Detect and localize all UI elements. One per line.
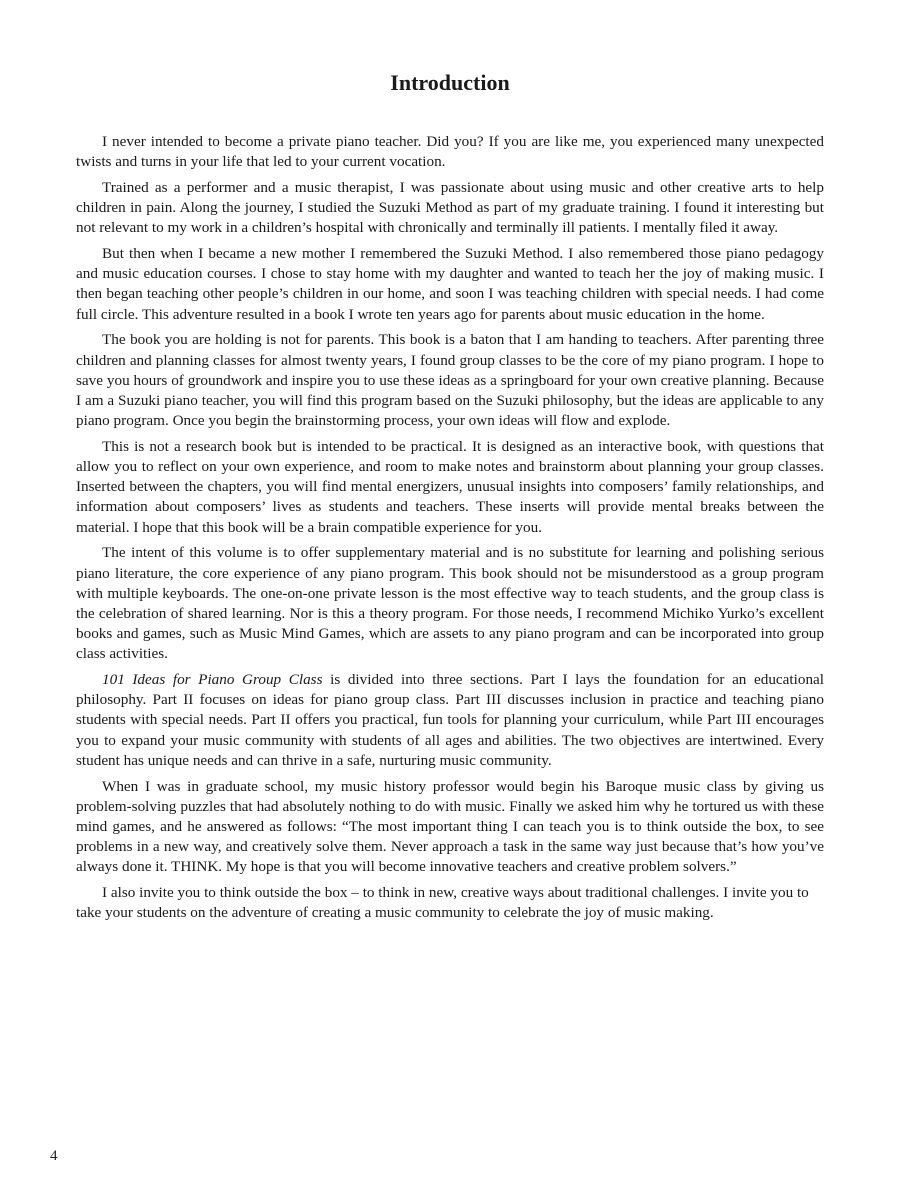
paragraph-5 bbox=[76, 437, 824, 538]
book-title-italic: 101 Ideas for Piano Group Class bbox=[102, 671, 323, 689]
paragraph-6 bbox=[76, 543, 824, 664]
paragraph-text: But then when I became a new mother I remembered the Suzuki Method. I also remembered those piano pedagogy and music education courses. I chose to stay home with my daughter and wanted to teach her the joy of making music. I then began teaching other people’s children in our home, and soon I was teaching children with special needs. I had come full circle. This adventure resulted in a book I wrote ten years ago for parents about music education in the home. bbox=[76, 245, 824, 323]
paragraph-text: This is not a research book but is intended to be practical. It is designed as an interactive book, with questions that allow you to reflect on your own experience, and room to make notes and brainstorm about planning your group classes. Inserted between the chapters, you will find mental energizers, unusual insights into composers’ family relationships, and information about composers’ lives as students and teachers. These inserts will provide mental breaks between the material. I hope that this book will be a brain compatible experience for you. bbox=[76, 437, 824, 536]
paragraph-3 bbox=[76, 244, 824, 325]
page-number: 4 bbox=[50, 1148, 58, 1164]
paragraph-text: When I was in graduate school, my music history professor would begin his Baroque music class by giving us problem-solving puzzles that had absolutely nothing to do with music. Finally we asked him why he tortured us with these mind games, and he answered as follows: “The most important thing I can teach you is to think outside the box, to see problems in a new way, and creatively solve them. Never approach a task in the same way just because that’s how you’ve always done it. THINK. My hope is that you will become innovative teachers and creative problem solvers.” bbox=[76, 777, 824, 876]
body-text bbox=[76, 132, 824, 929]
paragraph-9 bbox=[76, 883, 824, 923]
paragraph-text: is divided into three sections. Part I lays the foundation for an educational philosophy. Part II focuses on ideas for piano group class. Part III discusses inclusion in practice and teaching piano students with special needs. Part II offers you practical, fun tools for planning your curriculum, while Part III encourages you to expand your music community with students of all ages and abilities. The two objectives are intertwined. Every student has unique needs and can thrive in a safe, nurturing music community. bbox=[76, 671, 824, 769]
paragraph-7 bbox=[76, 670, 824, 771]
paragraph-text: I also invite you to think outside the box – to think in new, creative ways about traditional challenges. I invite you to take your students on the adventure of creating a music community to celebrate the joy of music making. bbox=[76, 884, 809, 922]
paragraph-text: Trained as a performer and a music therapist, I was passionate about using music and other creative arts to help children in pain. Along the journey, I studied the Suzuki Method as part of my graduate training. I found it interesting but not relevant to my work in a children’s hospital with chronically and terminally ill patients. I mentally filed it away. bbox=[76, 178, 824, 237]
paragraph-1 bbox=[76, 132, 824, 172]
paragraph-text: The intent of this volume is to offer supplementary material and is no substitute for learning and polishing serious piano literature, the core experience of any piano program. This book should not be misunderstood as a group program with multiple keyboards. The one-on-one private lesson is the most effective way to teach students, and the group class is the celebration of shared learning. Nor is this a theory program. For those needs, I recommend Michiko Yurko’s excellent books and games, such as Music Mind Games, which are assets to any piano program and can be incorporated into group class activities. bbox=[76, 544, 824, 663]
paragraph-8 bbox=[76, 777, 824, 878]
paragraph-text: The book you are holding is not for parents. This book is a baton that I am handing to teachers. After parenting three children and planning classes for almost twenty years, I found group classes to be the core of my piano program. I hope to save you hours of groundwork and inspire you to use these ideas as a springboard for your own creative planning. Because I am a Suzuki piano teacher, you will find this program based on the Suzuki philosophy, but the ideas are applicable to any piano program. Once you begin the brainstorming process, your own ideas will flow and explode. bbox=[76, 331, 824, 430]
paragraph-text: I never intended to become a private piano teacher. Did you? If you are like me, you experienced many unexpected twists and turns in your life that led to your current vocation. bbox=[76, 133, 824, 171]
page-title: Introduction bbox=[390, 70, 510, 95]
paragraph-2 bbox=[76, 178, 824, 239]
paragraph-4 bbox=[76, 330, 824, 431]
